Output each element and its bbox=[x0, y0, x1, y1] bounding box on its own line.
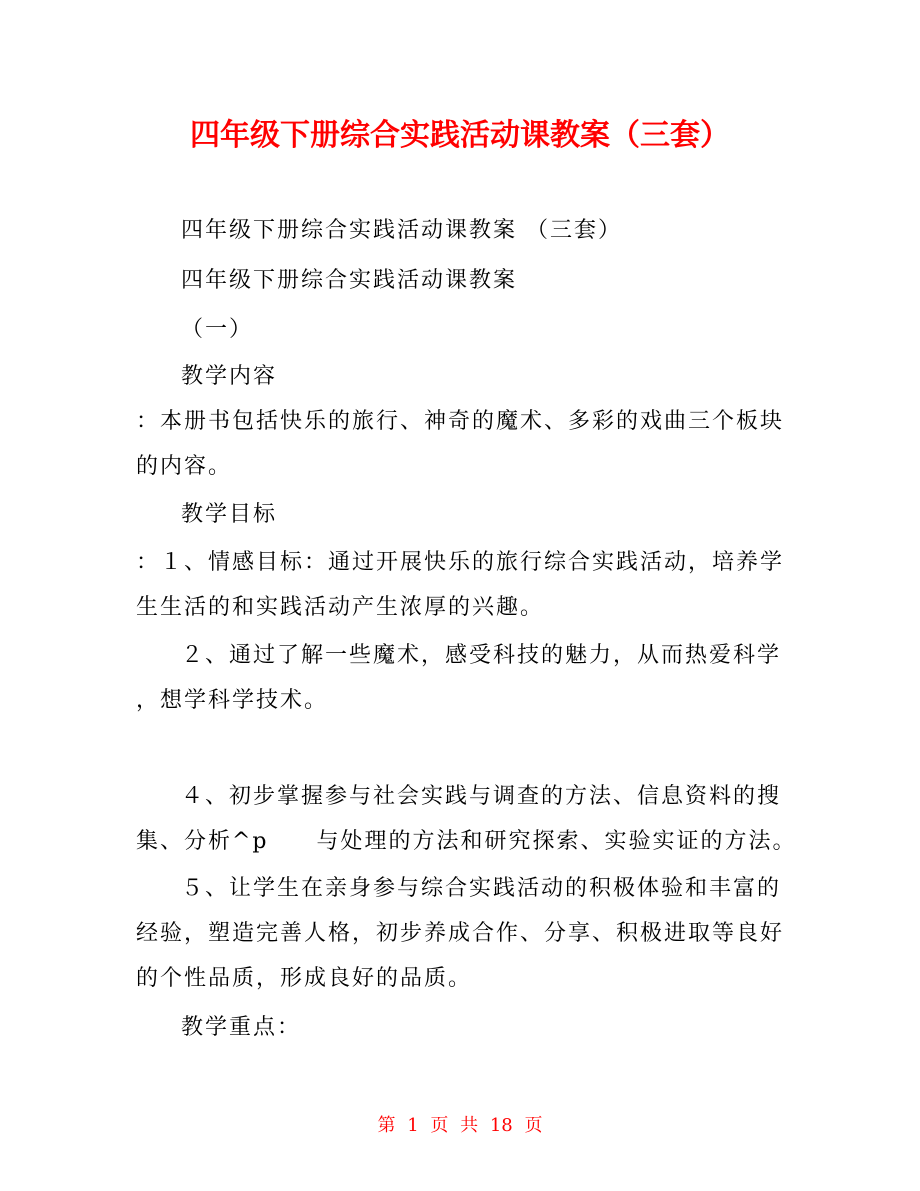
heading-teaching-goals: 教学目标 bbox=[181, 502, 278, 527]
heading-teaching-focus: 教学重点： bbox=[181, 1015, 302, 1040]
paragraph-line: 经验，塑造完善人格，初步养成合作、分享、积极进取等良好 bbox=[136, 921, 785, 946]
section-number: （一） bbox=[181, 317, 254, 342]
paragraph-line: ４、初步掌握参与社会实践与调查的方法、信息资料的搜 bbox=[181, 784, 782, 809]
subtitle-line: 四年级下册综合实践活动课教案 （三套） bbox=[181, 218, 622, 243]
subtitle-line-2: 四年级下册综合实践活动课教案 bbox=[181, 268, 518, 293]
page-footer: 第 1 页 共 18 页 bbox=[377, 1115, 543, 1136]
heading-teaching-content: 教学内容 bbox=[181, 364, 278, 389]
paragraph-line: ：１、情感目标：通过开展快乐的旅行综合实践活动，培养学 bbox=[136, 550, 785, 575]
paragraph-line: 集、分析^p 与处理的方法和研究探索、实验实证的方法。 bbox=[136, 829, 797, 854]
document-title: 四年级下册综合实践活动课教案（三套） bbox=[190, 118, 730, 153]
paragraph-line: ２、通过了解一些魔术，感受科技的魅力，从而热爱科学 bbox=[181, 643, 782, 668]
paragraph-line: ，想学科学技术。 bbox=[136, 688, 329, 713]
paragraph-line: 生生活的和实践活动产生浓厚的兴趣。 bbox=[136, 595, 545, 620]
paragraph-line: ５、让学生在亲身参与综合实践活动的积极体验和丰富的 bbox=[181, 876, 782, 901]
paragraph-line: ：本册书包括快乐的旅行、神奇的魔术、多彩的戏曲三个板块 bbox=[136, 409, 785, 434]
paragraph-line: 的内容。 bbox=[136, 454, 233, 479]
paragraph-line: 的个性品质，形成良好的品质。 bbox=[136, 966, 473, 991]
